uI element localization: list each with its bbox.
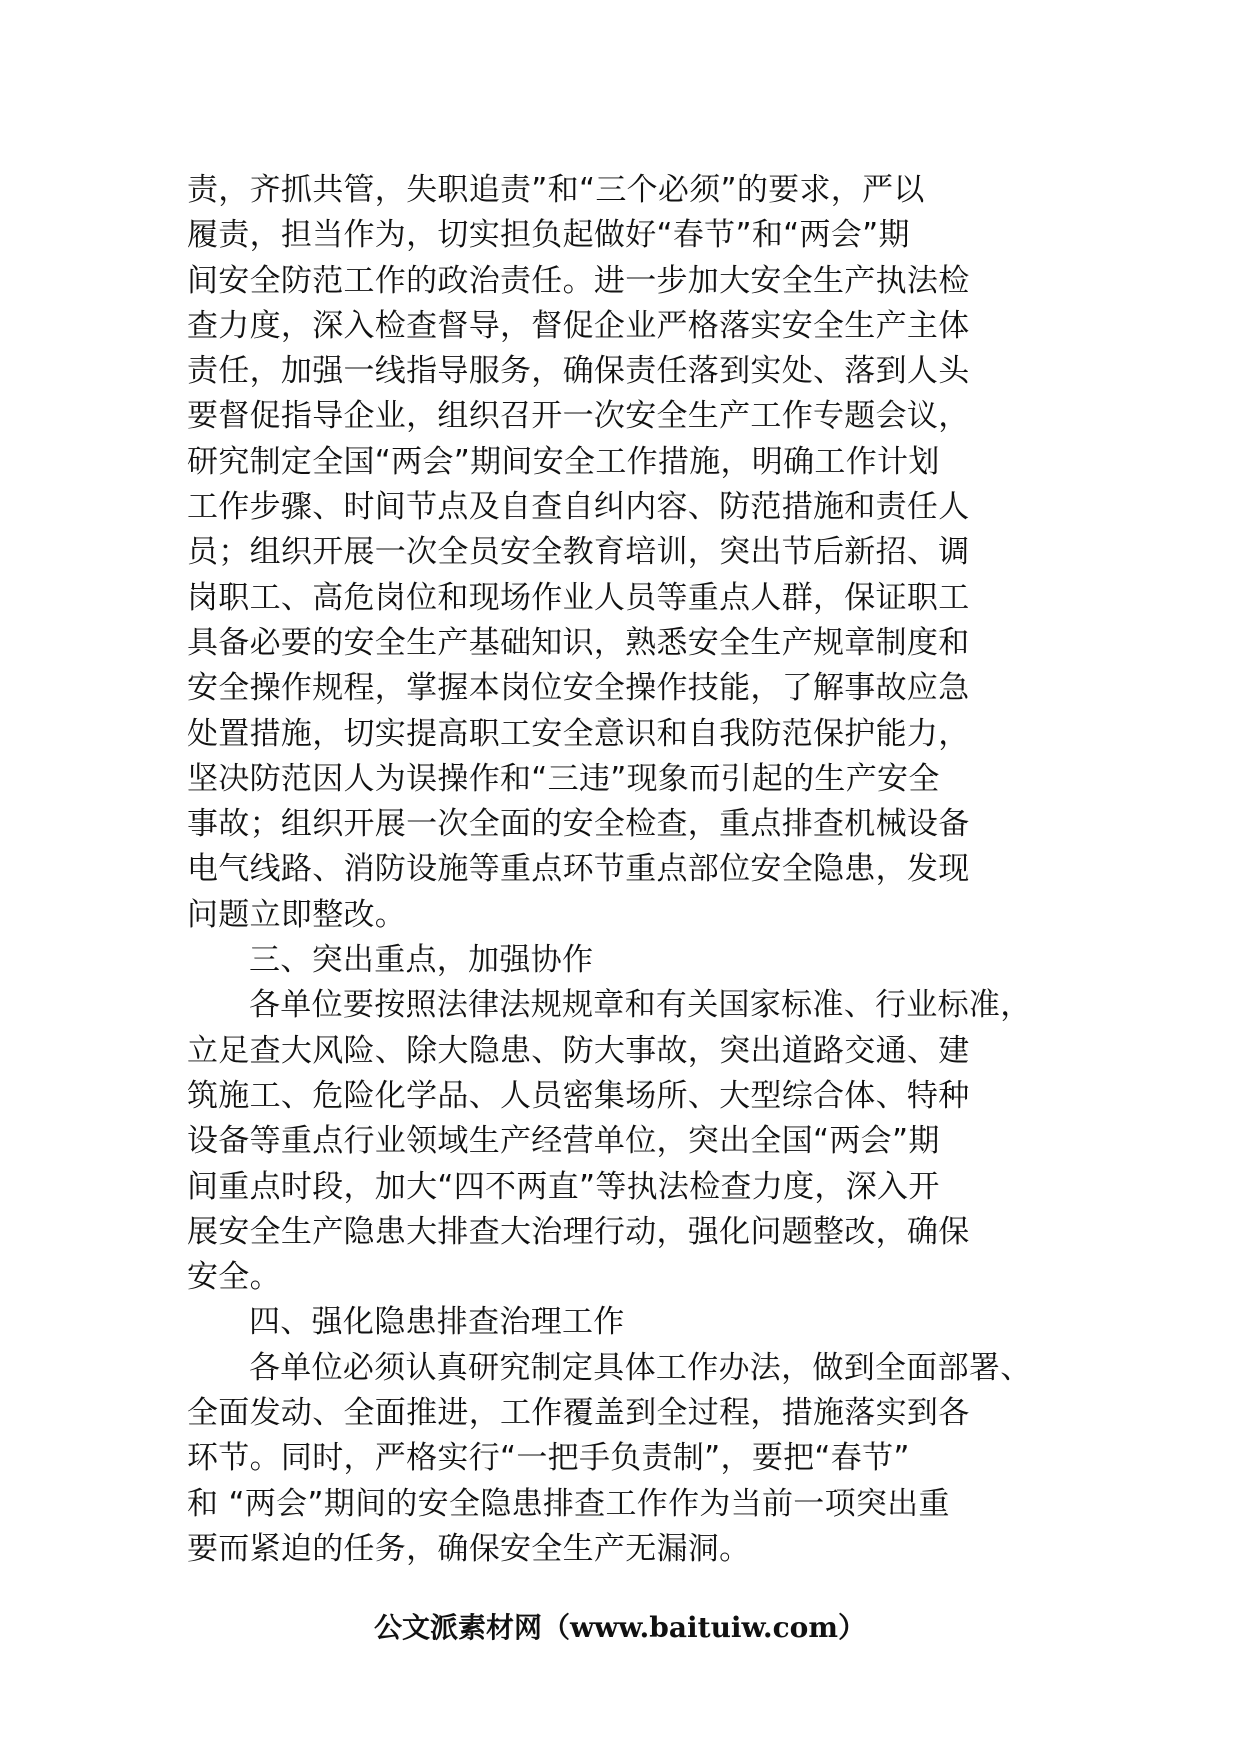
text-line: 问题立即整改。 xyxy=(187,896,407,933)
text-line: 安全。 xyxy=(187,1259,281,1296)
text-line: 坚决防范因人为误操作和“三违”现象而引起的生产安全 xyxy=(187,760,940,797)
text-line: 各单位要按照法律法规规章和有关国家标准、行业标准， xyxy=(249,987,1032,1024)
text-line: 环节。同时，严格实行“一把手负责制”，要把“春节” xyxy=(187,1440,910,1477)
text-line: 和 “两会”期间的安全隐患排查工作作为当前一项突出重 xyxy=(187,1485,950,1522)
text-line: 岗职工、高危岗位和现场作业人员等重点人群，保证职工 xyxy=(187,579,970,616)
text-line: 责，齐抓共管，失职追责”和“三个必须”的要求，严以 xyxy=(187,172,925,208)
text-line: 具备必要的安全生产基础知识，熟悉安全生产规章制度和 xyxy=(187,624,970,661)
text-line: 各单位必须认真研究制定具体工作办法，做到全面部署、 xyxy=(249,1349,1032,1386)
text-line: 员；组织开展一次全员安全教育培训，突出节后新招、调 xyxy=(187,534,970,571)
text-line: 电气线路、消防设施等重点环节重点部位安全隐患，发现 xyxy=(187,851,970,888)
text-line: 要督促指导企业，组织召开一次安全生产工作专题会议， xyxy=(187,398,970,435)
footer-source: 公文派素材网（www.baituiw.com） xyxy=(374,1611,866,1644)
body-text xyxy=(187,168,1067,1572)
text-line: 责任，加强一线指导服务，确保责任落到实处、落到人头 xyxy=(187,353,970,390)
text-line: 间安全防范工作的政治责任。进一步加大安全生产执法检 xyxy=(187,262,970,299)
section-heading: 四、强化隐患排查治理工作 xyxy=(249,1304,625,1341)
text-line: 展安全生产隐患大排查大治理行动，强化问题整改，确保 xyxy=(187,1213,970,1250)
text-line: 处置措施，切实提高职工安全意识和自我防范保护能力， xyxy=(187,715,970,752)
text-line: 查力度，深入检查督导，督促企业严格落实安全生产主体 xyxy=(187,307,970,344)
text-line: 履责，担当作为，切实担负起做好“春节”和“两会”期 xyxy=(187,217,910,254)
section-heading: 三、突出重点，加强协作 xyxy=(249,942,594,979)
text-line: 立足查大风险、除大隐患、防大事故，突出道路交通、建 xyxy=(187,1032,970,1069)
text-line: 全面发动、全面推进，工作覆盖到全过程，措施落实到各 xyxy=(187,1395,970,1432)
text-line: 要而紧迫的任务，确保安全生产无漏洞。 xyxy=(187,1530,751,1567)
text-line: 安全操作规程，掌握本岗位安全操作技能，了解事故应急 xyxy=(187,670,970,707)
text-line: 间重点时段，加大“四不两直”等执法检查力度，深入开 xyxy=(187,1168,940,1205)
text-line: 事故；组织开展一次全面的安全检查，重点排查机械设备 xyxy=(187,806,970,843)
text-line: 设备等重点行业领域生产经营单位，突出全国“两会”期 xyxy=(187,1123,940,1160)
text-line: 研究制定全国“两会”期间安全工作措施，明确工作计划 xyxy=(187,443,940,480)
text-line: 工作步骤、时间节点及自查自纠内容、防范措施和责任人 xyxy=(187,489,970,526)
text-line: 筑施工、危险化学品、人员密集场所、大型综合体、特种 xyxy=(187,1077,970,1114)
